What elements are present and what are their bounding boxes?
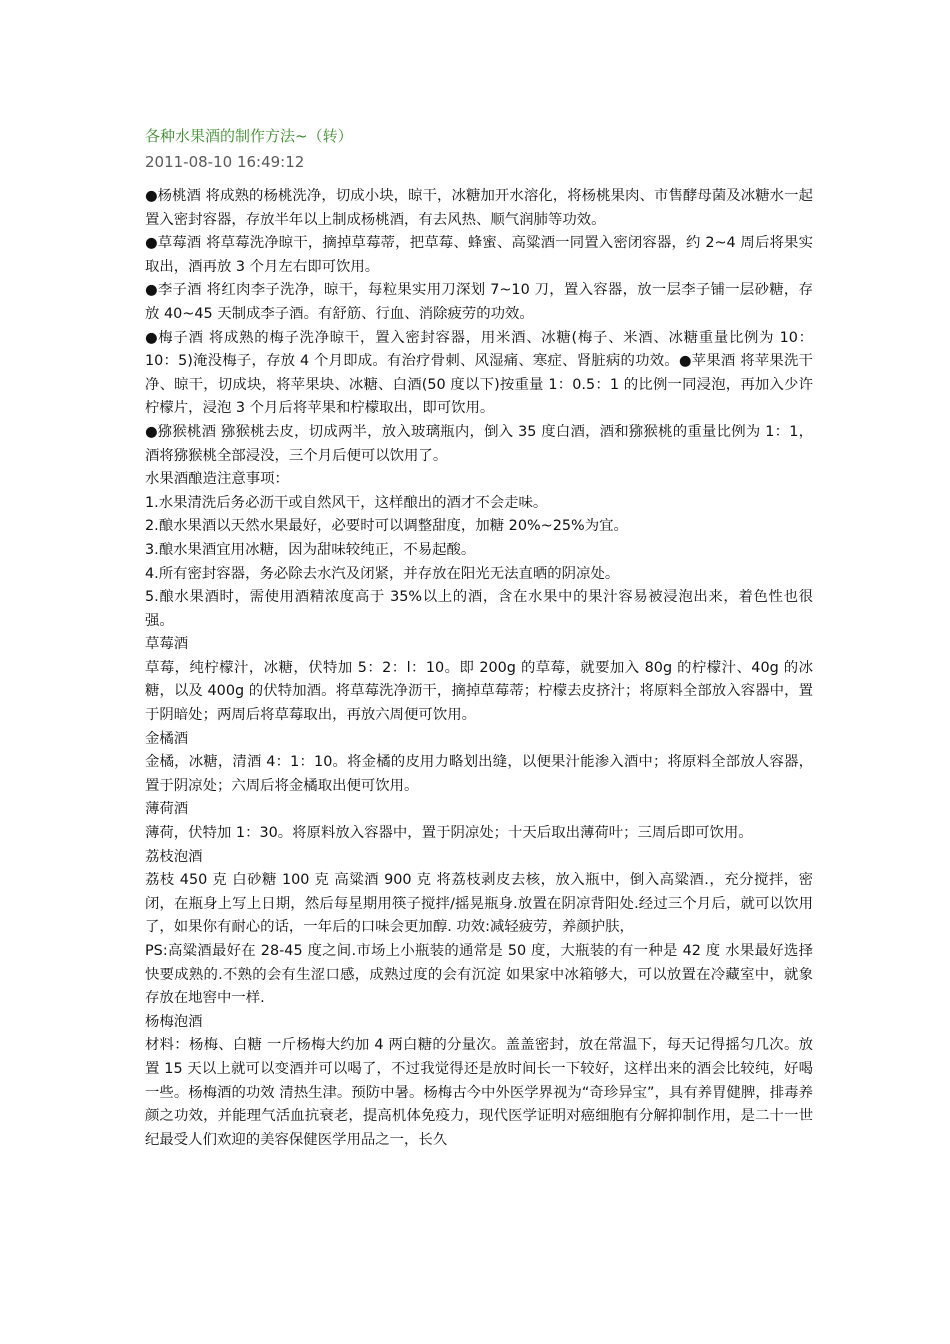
recipe-body-yangmei: 材料：杨梅、白糖 一斤杨梅大约加 4 两白糖的分量次。盖盖密封，放在常温下，每天记得摇匀几次。放置 15 天以上就可以变酒并可以喝了，不过我觉得还是放时间长一下较好，这样出来的酒会比较纯，好喝一些。杨梅酒的功效 清热生津。预防中暑。杨梅古今中外医学界视为“奇珍异宝”，具有养胃健脾，排毒养颜之功效，并能理气活血抗衰老，提高机体免疫力，现代医学证明对癌细胞有分解抑制作用，是二十一世纪最受人们欢迎的美容保健医学用品之一，长久 bbox=[145, 1037, 813, 1148]
recipe-body-bohe: 薄荷，伏特加 1：30。将原料放入容器中，置于阴凉处；十天后取出薄荷叶；三周后即可饮用。 bbox=[145, 825, 753, 842]
note-item-4: 4.所有密封容器，务必除去水汽及闭紧，并存放在阳光无法直晒的阴凉处。 bbox=[145, 565, 620, 582]
note-item-5: 5.酿水果酒时，需使用酒精浓度高于 35%以上的酒，含在水果中的果汁容易被浸泡出来，着色性也很强。 bbox=[145, 589, 813, 629]
note-item-2: 2.酿水果酒以天然水果最好，必要时可以调整甜度，加糖 20%~25%为宜。 bbox=[145, 518, 628, 535]
recipe-body-jinju: 金橘，冰糖，清酒 4：1：10。将金橘的皮用力略划出缝，以便果汁能渗入酒中；将原料全部放人容器，置于阴凉处；六周后将金橘取出便可饮用。 bbox=[145, 754, 813, 794]
recipe-heading-jinju: 金橘酒 bbox=[145, 730, 189, 747]
paragraph-meizi-pingguo: ●梅子酒 将成熟的梅子洗净晾干，置入密封容器，用米酒、冰糖(梅子、米酒、冰糖重量比例为 10：10：5)淹没梅子，存放 4 个月即成。有治疗骨刺、风湿痛、寒症、肾脏病的功效。●苹果酒 将苹果洗干净、晾干，切成块，将苹果块、冰糖、白酒(50 度以下)按重量 1：0.5：1 的比例一同浸泡，再加入少许柠檬片，浸泡 3 个月后将苹果和柠檬取出，即可饮用。 bbox=[145, 329, 813, 417]
recipe-heading-bohe: 薄荷酒 bbox=[145, 801, 189, 818]
paragraph-caomei: ●草莓酒 将草莓洗净晾干，摘掉草莓蒂，把草莓、蜂蜜、高粱酒一同置入密闭容器，约 2~4 周后将果实取出，酒再放 3 个月左右即可饮用。 bbox=[145, 235, 813, 275]
recipe-heading-yangmei: 杨梅泡酒 bbox=[145, 1013, 203, 1030]
recipe-body-caomei: 草莓，纯柠檬汁，冰糖，伏特加 5：2：l：10。即 200g 的草莓，就要加入 80g 的柠檬汁、40g 的冰糖，以及 400g 的伏特加酒。将草莓洗净沥干，摘掉草莓蒂；柠檬去皮挤汁；将原料全部放入容器中，置于阴暗处；两周后将草莓取出，再放六周便可饮用。 bbox=[145, 659, 813, 724]
recipe-ps-lizhi: PS:高粱酒最好在 28-45 度之间.市场上小瓶装的通常是 50 度，大瓶装的有一种是 42 度 水果最好选择快要成熟的.不熟的会有生涩口感，成熟过度的会有沉淀 如果家中冰箱够大，可以放置在冷藏室中，就象存放在地窖中一样. bbox=[145, 943, 813, 1007]
article-title: 各种水果酒的制作方法~（转） bbox=[145, 127, 353, 145]
section-heading-notes: 水果酒酿造注意事项： bbox=[145, 471, 289, 488]
recipe-heading-lizhi: 荔枝泡酒 bbox=[145, 848, 203, 865]
paragraph-mihoutao: ●猕猴桃酒 猕猴桃去皮，切成两半，放入玻璃瓶内，倒入 35 度白酒，酒和猕猴桃的重量比例为 1：1，酒将猕猴桃全部浸没，三个月后便可以饮用了。 bbox=[145, 423, 813, 464]
note-item-3: 3.酿水果酒宜用冰糖，因为甜味较纯正，不易起酸。 bbox=[145, 541, 476, 558]
paragraph-yangtao: ●杨桃酒 将成熟的杨桃洗净，切成小块，晾干，冰糖加开水溶化，将杨桃果肉、市售酵母菌及冰糖水一起置入密封容器，存放半年以上制成杨桃酒，有去风热、顺气润肺等功效。 bbox=[145, 188, 813, 228]
note-item-1: 1.水果清洗后务必沥干或自然风干，这样酿出的酒才不会走味。 bbox=[145, 494, 548, 511]
recipe-body-lizhi: 荔枝 450 克 白砂糖 100 克 高粱酒 900 克 将荔枝剥皮去核，放入瓶中，倒入高粱酒.，充分搅拌，密闭，在瓶身上写上日期，然后每星期用筷子搅拌/摇晃瓶身.放置在阴凉背阳处.经过三个月后，就可以饮用了，如果你有耐心的话，一年后的口味会更加醇. 功效:减轻疲劳，养颜护肤， bbox=[145, 872, 813, 936]
recipe-heading-caomei: 草莓酒 bbox=[145, 636, 189, 653]
article-body bbox=[145, 185, 813, 1152]
article-date: 2011-08-10 16:49:12 bbox=[145, 153, 305, 171]
paragraph-lizi: ●李子酒 将红肉李子洗净，晾干，每粒果实用刀深划 7~10 刀，置入容器，放一层李子铺一层砂糖，存放 40~45 天制成李子酒。有舒筋、行血、消除疲劳的功效。 bbox=[145, 282, 813, 322]
